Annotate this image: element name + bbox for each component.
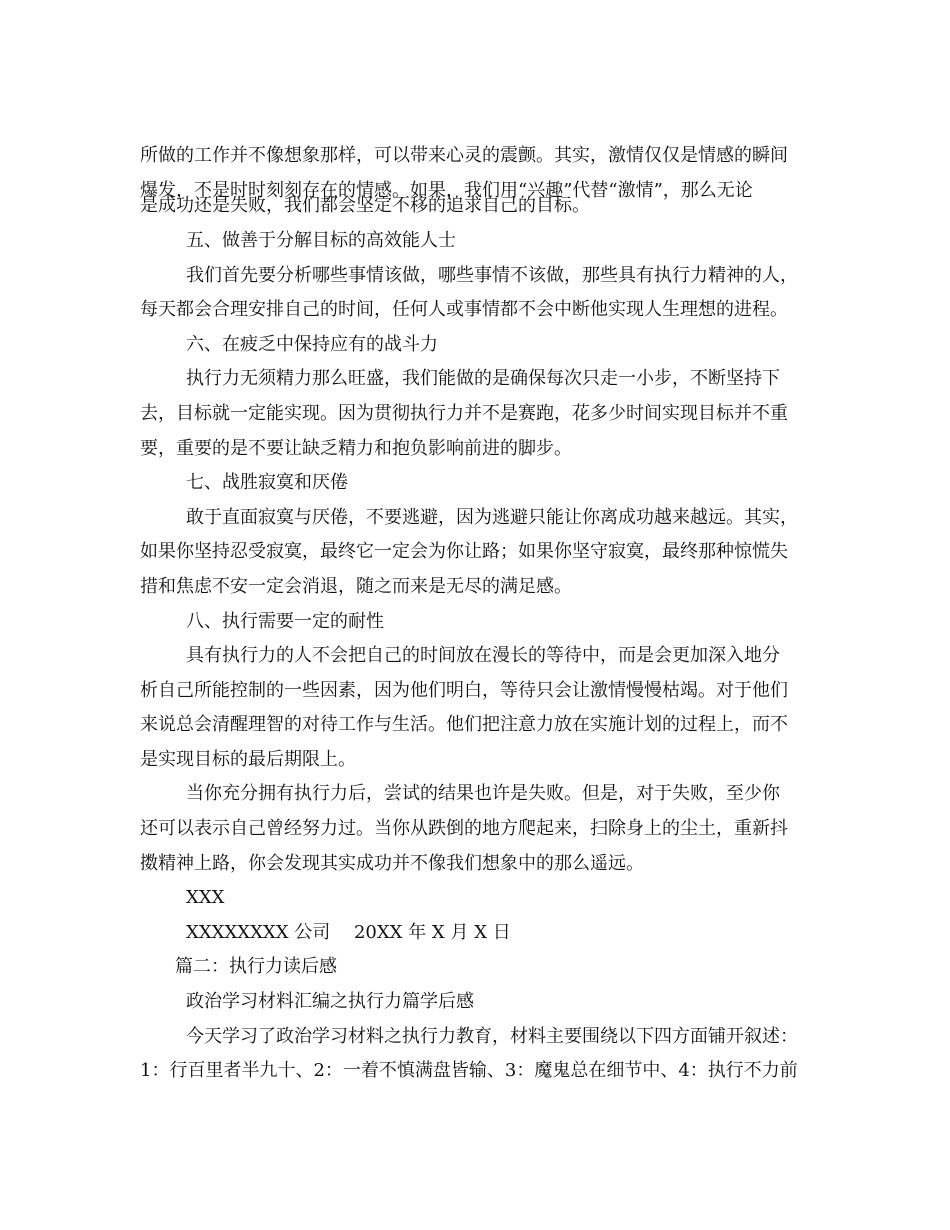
text-line: 我们首先要分析哪些事情该做，哪些事情不该做，那些具有执行力精神的人， [186, 265, 798, 286]
text-line: 如果你坚持忍受寂寞，最终它一定会为你让路；如果你坚守寂寞，最终那种惊慌失 [140, 541, 788, 562]
signature-company-date: XXXXXXXX 公司 20XX 年 X 月 X 日 [186, 922, 511, 943]
chapter-heading: 篇二：执行力读后感 [175, 956, 337, 977]
text-line: 当你充分拥有执行力后，尝试的结果也许是失败。但是，对于失败，至少你 [186, 783, 780, 804]
text-line: 措和焦虑不安一定会消退，随之而来是无尽的满足感。 [140, 576, 572, 597]
text-line: 执行力无须精力那么旺盛，我们能做的是确保每次只走一小步，不断坚持下 [186, 368, 780, 389]
section-heading: 六、在疲乏中保持应有的战斗力 [186, 334, 438, 355]
text-line: 所做的工作并不像想象那样，可以带来心灵的震颤。其实，激情仅仅是情感的瞬间 [140, 145, 788, 166]
text-line: 具有执行力的人不会把自己的时间放在漫长的等待中，而是会更加深入地分 [186, 645, 780, 666]
section-heading: 五、做善于分解目标的高效能人士 [186, 230, 456, 251]
text-line: 敢于直面寂寞与厌倦，不要逃避，因为逃避只能让你离成功越来越远。其实， [186, 507, 798, 528]
section-heading: 七、战胜寂寞和厌倦 [186, 472, 348, 493]
text-line: 爆发，不是时时刻刻存在的情感。如果，我们用“兴趣”代替“激情”，那么无论 [140, 180, 753, 201]
text-line: 今天学习了政治学习材料之执行力教育，材料主要围绕以下四方面铺开叙述： [186, 1026, 798, 1047]
text-line: 是成功还是失败，我们都会坚定不移的追求自己的目标。 [140, 195, 590, 216]
text-line: 是实现目标的最后期限上。 [140, 749, 356, 770]
text-line: 每天都会合理安排自己的时间，任何人或事情都不会中断他实现人生理想的进程。 [140, 299, 788, 320]
text-line: 去，目标就一定能实现。因为贯彻执行力并不是赛跑，花多少时间实现目标并不重 [140, 403, 788, 424]
text-line: 还可以表示自己曾经努力过。当你从跌倒的地方爬起来，扫除身上的尘土，重新抖 [140, 818, 788, 839]
text-line: 析自己所能控制的一些因素，因为他们明白，等待只会让激情慢慢枯竭。对于他们 [140, 680, 788, 701]
signature-name: XXX [186, 887, 225, 908]
article-title: 政治学习材料汇编之执行力篇学后感 [186, 991, 474, 1012]
section-heading: 八、执行需要一定的耐性 [186, 611, 384, 632]
text-line: 来说总会清醒理智的对待工作与生活。他们把注意力放在实施计划的过程上，而不 [140, 714, 788, 735]
text-line: 要，重要的是不要让缺乏精力和抱负影响前进的脚步。 [140, 438, 572, 459]
text-line: 1：行百里者半九十、2：一着不慎满盘皆输、3：魔鬼总在细节中、4：执行不力前 [140, 1060, 798, 1081]
text-line: 擞精神上路，你会发现其实成功并不像我们想象中的那么遥远。 [140, 853, 644, 874]
